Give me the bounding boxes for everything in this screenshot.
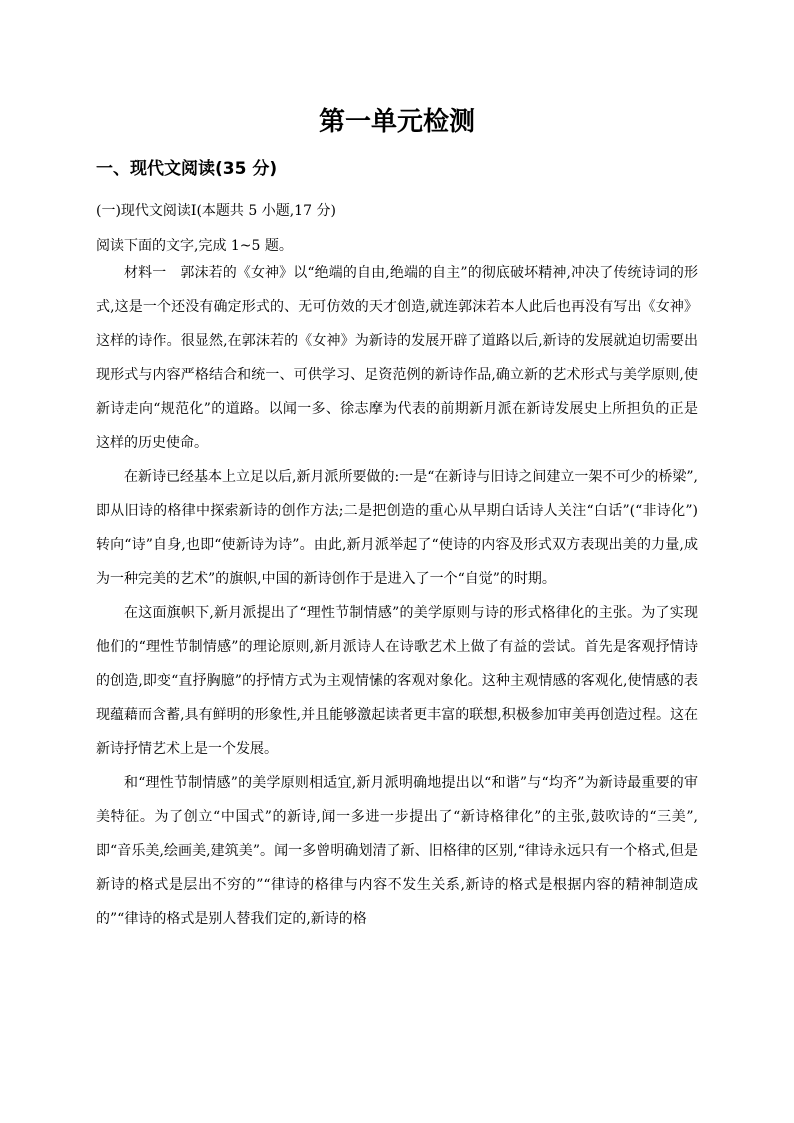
document-page	[96, 0, 698, 1123]
sub-heading: (一)现代文阅读Ⅰ(本题共 5 小题,17 分)	[96, 203, 336, 219]
paragraph-1-text: 郭沫若的《女神》以“绝端的自由,绝端的自主”的彻底破坏精神,冲决了传统诗词的形式,这是一个还没有确定形式的、无可仿效的天才创造,就连郭沫若本人此后也再没有写出《女神》这样的诗作。很显然,在郭沫若的《女神》为新诗的发展开辟了道路以后,新诗的发展就迫切需要出现形式与内容严格结合和统一、可供学习、足资范例的新诗作品,确立新的艺术形式与美学原则,使新诗走向“规范化”的道路。以闻一多、徐志摩为代表的前期新月派在新诗发展史上所担负的正是这样的历史使命。	[96, 265, 699, 451]
material-label: 材料一	[124, 265, 167, 281]
paragraph-3: 在这面旗帜下,新月派提出了“理性节制情感”的美学原则与诗的形式格律化的主张。为了实现他们的“理性节制情感”的理论原则,新月派诗人在诗歌艺术上做了有益的尝试。首先是客观抒情诗的创造,即变“直抒胸臆”的抒情方式为主观情愫的客观对象化。这种主观情感的客观化,使情感的表现蕴藉而含蓄,具有鲜明的形象性,并且能够激起读者更丰富的联想,积极参加审美再创造过程。这在新诗抒情艺术上是一个发展。	[96, 605, 698, 757]
reading-instruction: 阅读下面的文字,完成 1~5 题。	[96, 238, 293, 254]
paragraph-1	[96, 256, 698, 460]
reading-passage	[96, 256, 698, 936]
paragraph-4: 和“理性节制情感”的美学原则相适宜,新月派明确地提出以“和谐”与“均齐”为新诗最重要的审美特征。为了创立“中国式”的新诗,闻一多进一步提出了“新诗格律化”的主张,鼓吹诗的“三美”,即“音乐美,绘画美,建筑美”。闻一多曾明确划清了新、旧格律的区别,“律诗永远只有一个格式,但是新诗的格式是层出不穷的”“律诗的格律与内容不发生关系,新诗的格式是根据内容的精神制造成的”“律诗的格式是别人替我们定的,新诗的格	[96, 775, 698, 927]
page-title: 第一单元检测	[318, 107, 475, 137]
section-heading: 一、现代文阅读(35 分)	[96, 159, 278, 179]
paragraph-2: 在新诗已经基本上立足以后,新月派所要做的:一是“在新诗与旧诗之间建立一架不可少的桥梁”,即从旧诗的格律中探索新诗的创作方法;二是把创造的重心从早期白话诗人关注“白话”(“非诗化”)转向“诗”自身,也即“使新诗为诗”。由此,新月派举起了“使诗的内容及形式双方表现出美的力量,成为一种完美的艺术”的旗帜,中国的新诗创作于是进入了一个“自觉”的时期。	[96, 469, 698, 587]
